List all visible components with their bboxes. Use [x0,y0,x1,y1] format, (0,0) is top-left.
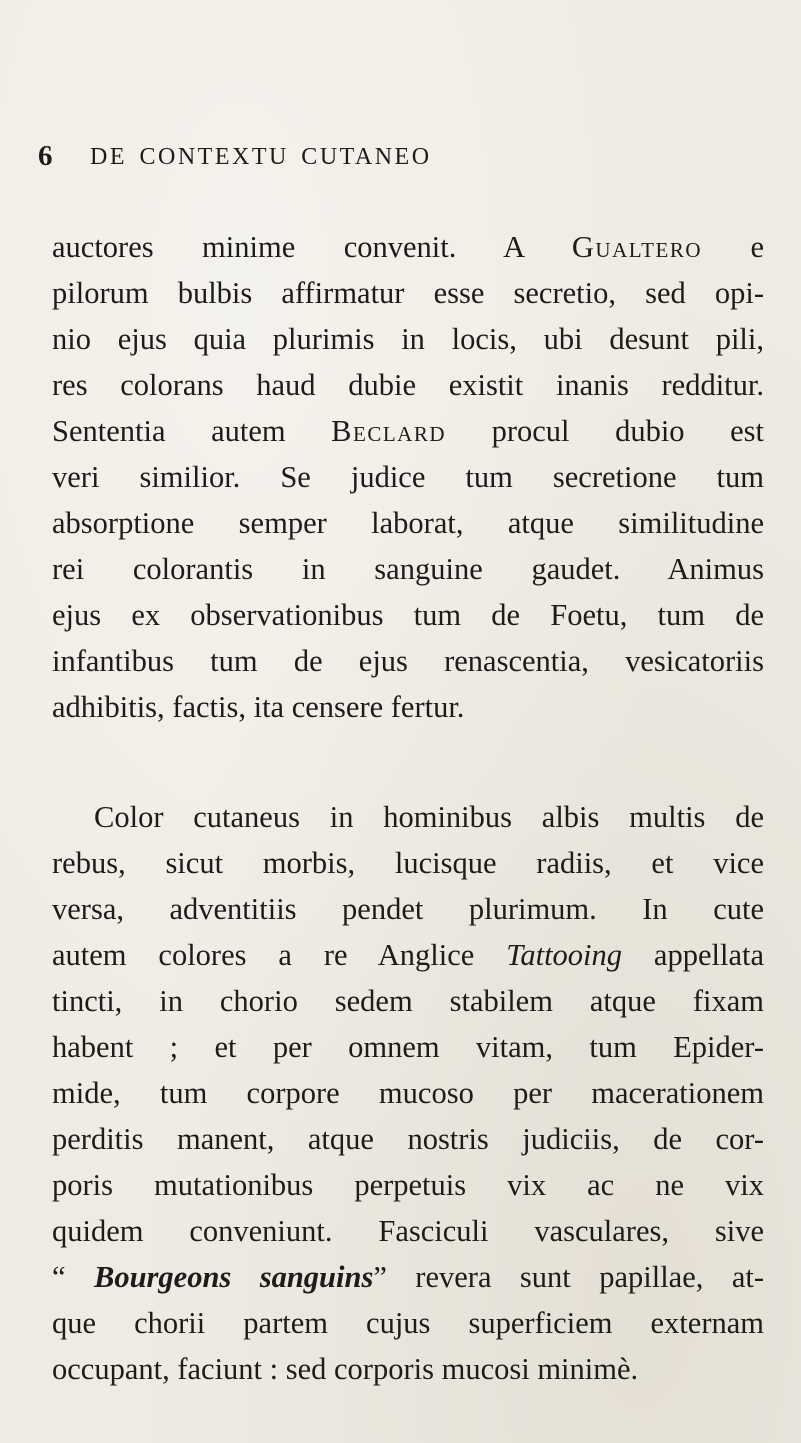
text-line: tincti, in chorio sedem stabilem atque fixam [52,984,764,1018]
page-number: 6 [38,140,53,172]
text-line: adhibitis, factis, ita censere fertur. [52,690,465,724]
text-line: mide, tum corpore mucoso per macerationem [52,1076,764,1110]
paragraph-gap [52,730,764,794]
text-line: rei colorantis in sanguine gaudet. Animus [52,552,764,586]
text-line: Color cutaneus in hominibus albis multis de [94,800,764,834]
text-line: res colorans haud dubie existit inanis redditur. [52,368,764,402]
running-head [38,140,758,180]
running-title: DE CONTEXTU CUTANEO [90,144,432,170]
italic-term-tattooing: Tattooing [506,938,623,972]
text-line: absorptione semper laborat, atque similitudine [52,506,764,540]
italic-term-bourgeons: Bourgeons sanguins [93,1260,374,1294]
text-line: infantibus tum de ejus renascentia, vesicatoriis [52,644,764,678]
text-line: ejus ex observationibus tum de Foetu, tum de [52,598,764,632]
text-line: “ Bourgeons sanguins” revera sunt papillae, at- [52,1260,764,1294]
text-line: auctores minime convenit. A Gualtero e [52,230,764,264]
text-line: veri similior. Se judice tum secretione tum [52,460,764,494]
text-line: habent ; et per omnem vitam, tum Epider- [52,1030,764,1064]
text-line: occupant, faciunt : sed corporis mucosi minimè. [52,1352,639,1386]
text-line: poris mutationibus perpetuis vix ac ne vix [52,1168,764,1202]
author-name-gualtero: Gualtero [571,230,702,264]
text-line: rebus, sicut morbis, lucisque radiis, et vice [52,846,764,880]
text-line: que chorii partem cujus superficiem externam [52,1306,764,1340]
text-line: autem colores a re Anglice Tattooing appellata [52,938,764,972]
text-line: perditis manent, atque nostris judiciis, de cor- [52,1122,764,1156]
text-line: nio ejus quia plurimis in locis, ubi desunt pili, [52,322,764,356]
body-text [52,224,764,1392]
author-name-beclard: Beclard [331,414,447,448]
text-line: quidem conveniunt. Fasciculi vasculares, sive [52,1214,764,1248]
text-line: versa, adventitiis pendet plurimum. In cute [52,892,764,926]
text-line: Sententia autem Beclard procul dubio est [52,414,764,448]
text-line: pilorum bulbis affirmatur esse secretio, sed opi- [52,276,764,310]
